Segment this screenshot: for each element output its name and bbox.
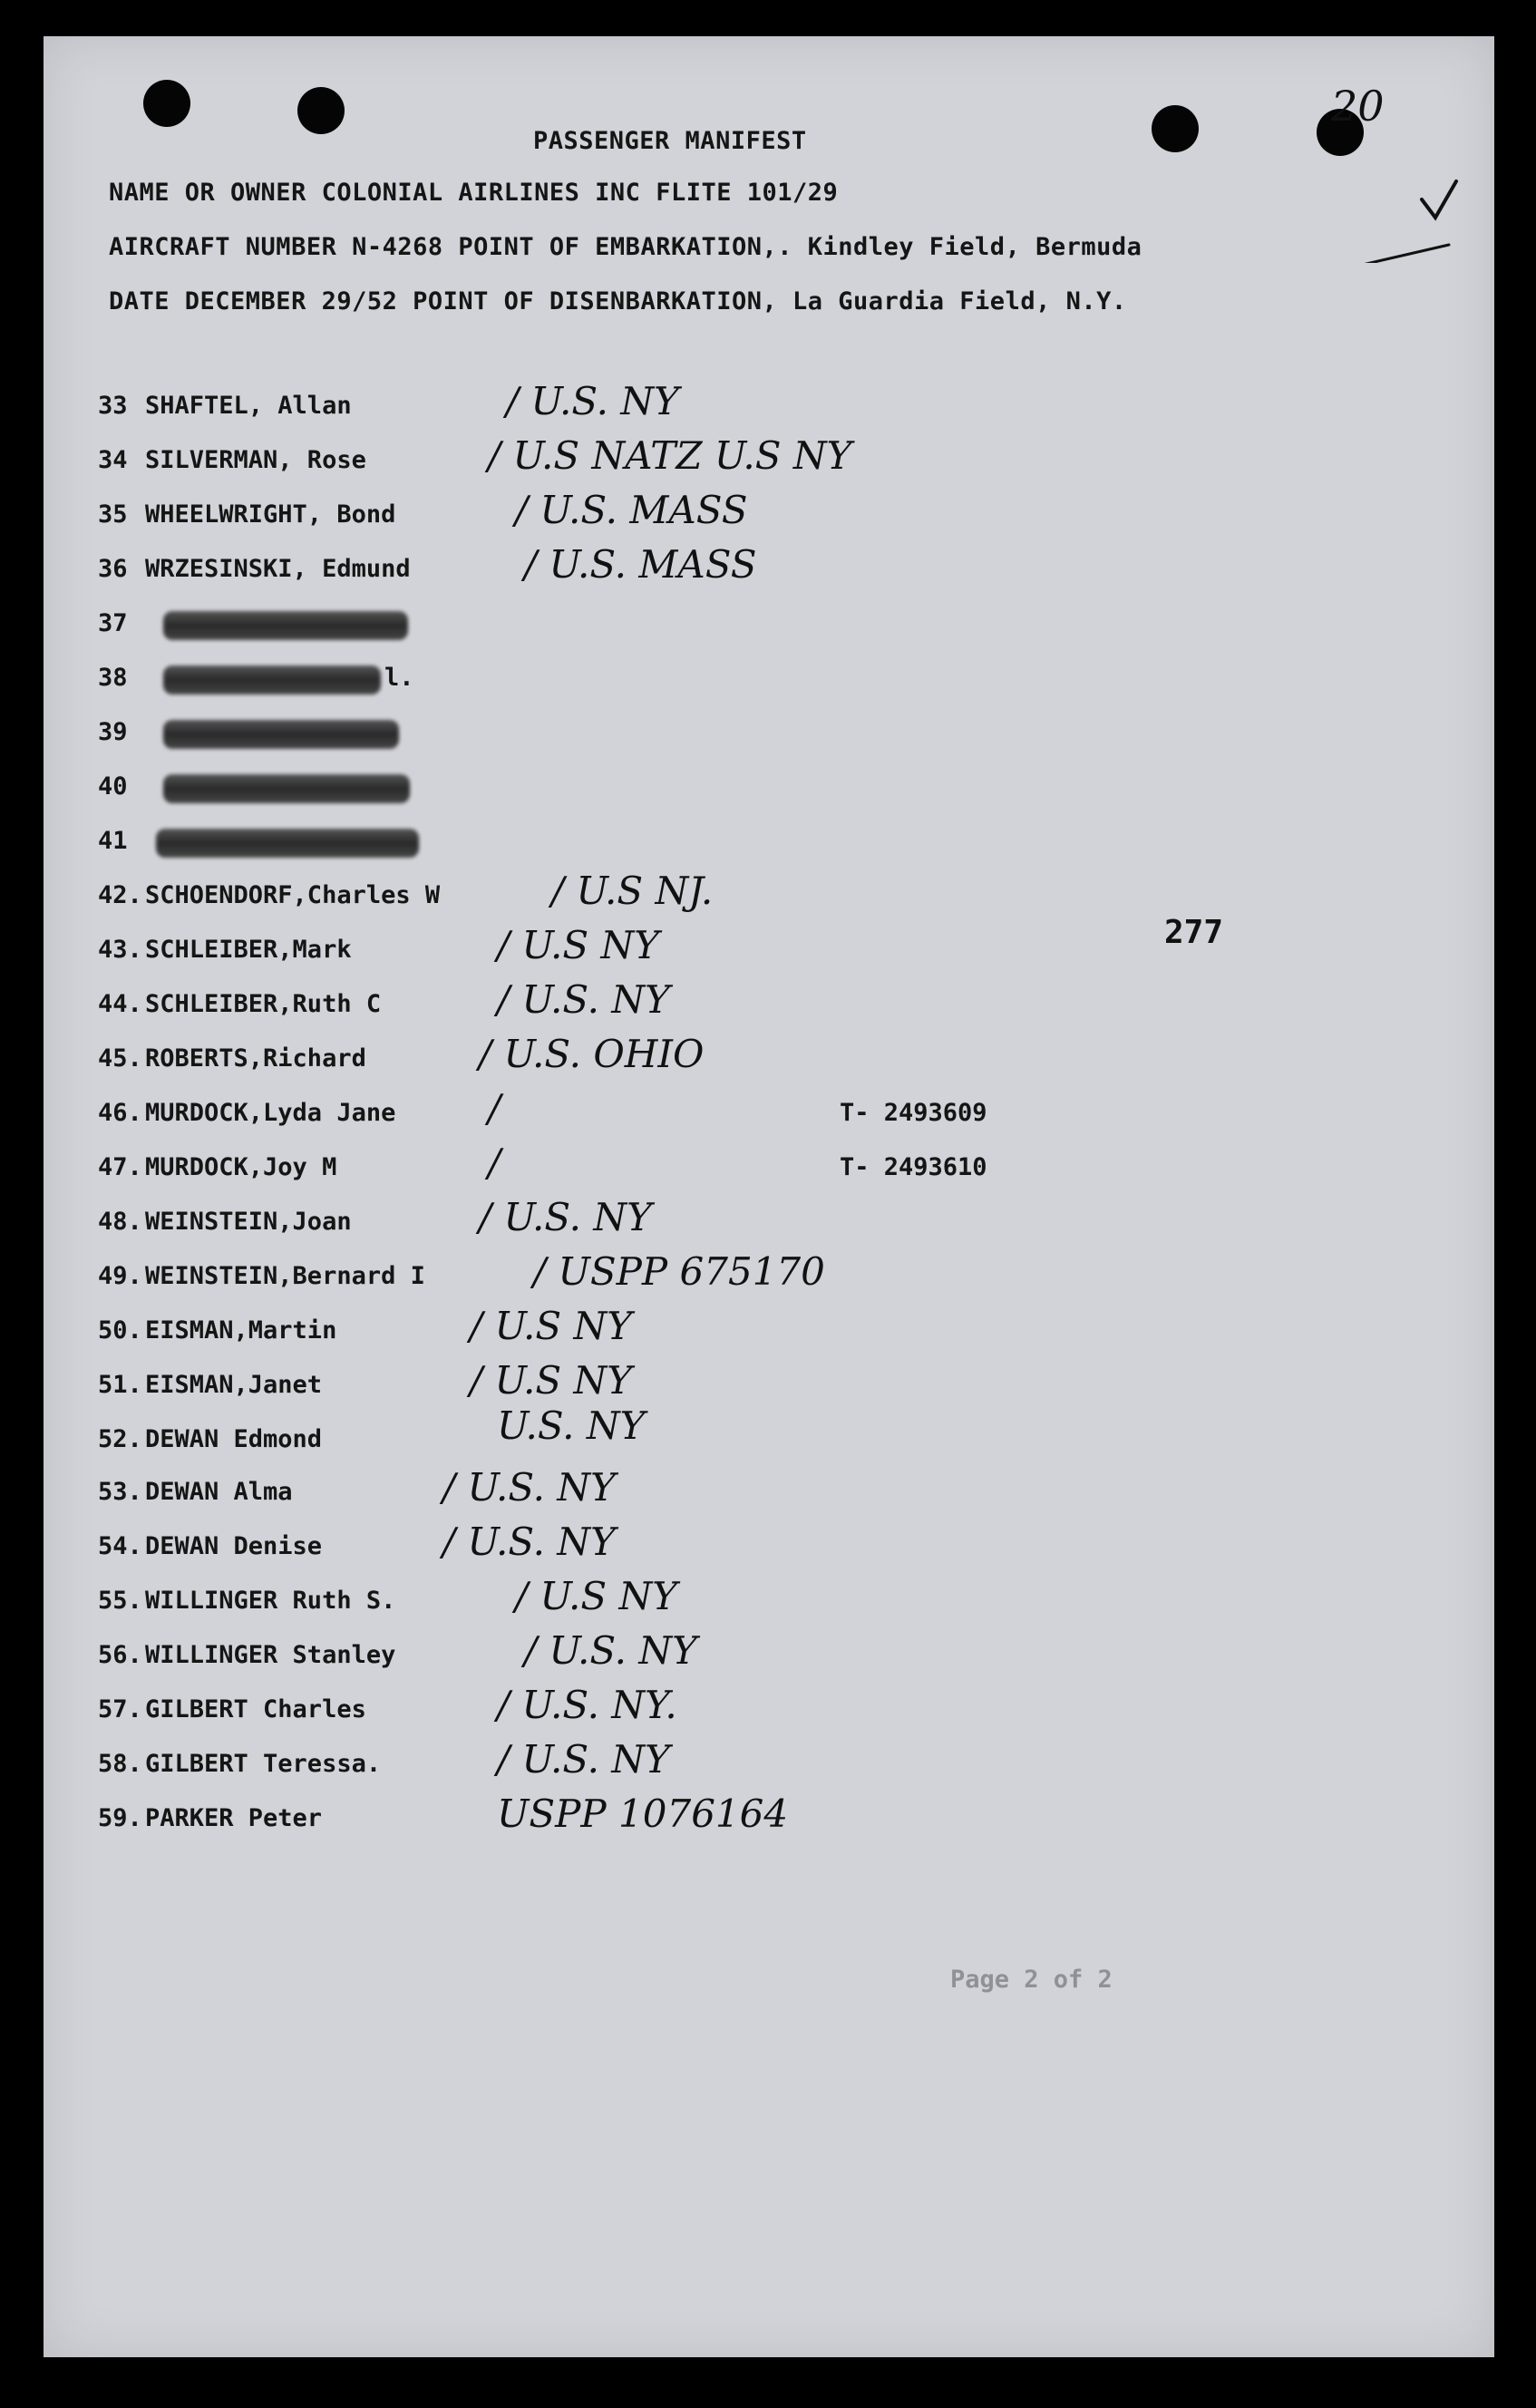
list-item: [98, 869, 1005, 925]
passenger-name: WEINSTEIN,Bernard I: [145, 1262, 425, 1290]
redaction-bar: [163, 720, 399, 749]
list-item-redacted: [98, 772, 1005, 816]
passenger-number: 48.: [98, 1208, 142, 1236]
passenger-number: 33: [98, 392, 128, 420]
passenger-number: 56.: [98, 1641, 142, 1669]
passenger-number: 37: [98, 609, 128, 637]
passenger-number: 55.: [98, 1587, 142, 1615]
list-item: [98, 379, 1005, 435]
passenger-number: 51.: [98, 1371, 142, 1399]
handwritten-note: USPP 1076164: [497, 1791, 789, 1836]
list-item: [98, 1304, 1005, 1360]
redaction-bar: [163, 611, 408, 640]
passenger-number: 36: [98, 555, 128, 583]
list-item: [98, 1520, 1005, 1576]
passenger-name: MURDOCK,Joy M: [145, 1153, 337, 1181]
punch-hole: [297, 87, 345, 134]
list-item: [98, 1574, 1005, 1630]
corner-check-marks: [1240, 82, 1476, 263]
passenger-number: 53.: [98, 1478, 142, 1506]
passenger-number: 46.: [98, 1099, 142, 1127]
passenger-number: 52.: [98, 1425, 142, 1453]
passenger-name: SCHLEIBER,Ruth C: [145, 990, 382, 1018]
list-item-redacted: [98, 664, 1005, 707]
ticket-number: T- 2493609: [840, 1099, 987, 1127]
redaction-bar: [163, 665, 381, 694]
passenger-name: WILLINGER Stanley: [145, 1641, 396, 1669]
passenger-name: WILLINGER Ruth S.: [145, 1587, 396, 1615]
list-item: [98, 977, 1005, 1034]
passenger-name: DEWAN Denise: [145, 1532, 323, 1560]
passenger-number: 44.: [98, 990, 142, 1018]
list-item: [98, 1737, 1005, 1793]
passenger-number: 40: [98, 772, 128, 801]
redaction-bar: [156, 829, 419, 858]
handwritten-note: / U.S. NY: [479, 1195, 652, 1239]
handwritten-note: /: [488, 1141, 501, 1185]
list-item: [98, 433, 1005, 490]
passenger-number: 54.: [98, 1532, 142, 1560]
handwritten-note: / USPP 675170: [533, 1249, 825, 1294]
list-item: [98, 923, 1005, 979]
handwritten-note: / U.S. NY: [524, 1628, 697, 1673]
list-item: [98, 1791, 1005, 1848]
date-line: DATE DECEMBER 29/52 POINT OF DISENBARKATION, La Guardia Field, N.Y.: [109, 287, 1127, 316]
passenger-name: SHAFTEL, Allan: [145, 392, 352, 420]
aircraft-line: AIRCRAFT NUMBER N-4268 POINT OF EMBARKATION,. Kindley Field, Bermuda: [109, 233, 1142, 261]
list-item-redacted: [98, 718, 1005, 762]
punch-hole: [143, 80, 190, 127]
passenger-name: SILVERMAN, Rose: [145, 446, 366, 474]
manifest-sheet: [44, 36, 1494, 2357]
handwritten-note: / U.S NY: [470, 1358, 632, 1403]
passenger-name: PARKER Peter: [145, 1804, 323, 1832]
passenger-number: 35: [98, 500, 128, 529]
list-item: [98, 1465, 1005, 1521]
owner-line: NAME OR OWNER COLONIAL AIRLINES INC FLITE 101/29: [109, 179, 839, 207]
list-item: [98, 1086, 1005, 1142]
handwritten-note: / U.S NY: [497, 923, 659, 967]
passenger-name: DEWAN Edmond: [145, 1425, 323, 1453]
passenger-name: EISMAN,Janet: [145, 1371, 323, 1399]
list-item: [98, 1032, 1005, 1088]
redaction-bar: [163, 774, 410, 803]
handwritten-note: U.S. NY: [497, 1403, 646, 1448]
handwritten-note: /: [488, 1086, 501, 1131]
passenger-number: 42.: [98, 881, 142, 909]
handwritten-note: / U.S. NY: [442, 1520, 616, 1564]
passenger-number: 41: [98, 827, 128, 855]
passenger-number: 47.: [98, 1153, 142, 1181]
list-item: [98, 1683, 1005, 1739]
handwritten-note: / U.S. OHIO: [479, 1032, 705, 1076]
passenger-name: SCHLEIBER,Mark: [145, 936, 352, 964]
list-item: [98, 1403, 1005, 1469]
passenger-number: 38: [98, 664, 128, 692]
passenger-name: WEINSTEIN,Joan: [145, 1208, 352, 1236]
side-number: 277: [1164, 914, 1224, 951]
passenger-name: GILBERT Charles: [145, 1695, 366, 1723]
passenger-name: GILBERT Teressa.: [145, 1750, 382, 1778]
list-item-redacted: [98, 609, 1005, 653]
ticket-number: T- 2493610: [840, 1153, 987, 1181]
punch-hole: [1152, 105, 1199, 152]
passenger-number: 34: [98, 446, 128, 474]
passenger-number: 49.: [98, 1262, 142, 1290]
passenger-number: 43.: [98, 936, 142, 964]
handwritten-note: / U.S. NY.: [497, 1683, 677, 1727]
passenger-name: ROBERTS,Richard: [145, 1044, 366, 1073]
handwritten-note: / U.S. NY: [497, 977, 670, 1022]
passenger-number: 50.: [98, 1316, 142, 1345]
list-item: [98, 1628, 1005, 1685]
passenger-name: EISMAN,Martin: [145, 1316, 337, 1345]
handwritten-note: / U.S. MASS: [515, 488, 748, 532]
handwritten-note: / U.S. NY: [497, 1737, 670, 1782]
list-item: [98, 542, 1005, 598]
handwritten-note: / U.S. NY: [506, 379, 679, 423]
passenger-name: DEWAN Alma: [145, 1478, 293, 1506]
manifest-title: PASSENGER MANIFEST: [533, 127, 807, 155]
passenger-name: WRZESINSKI, Edmund: [145, 555, 411, 583]
passenger-name: WHEELWRIGHT, Bond: [145, 500, 396, 529]
handwritten-note: / U.S. NY: [442, 1465, 616, 1510]
passenger-number: 58.: [98, 1750, 142, 1778]
handwritten-note: / U.S NY: [515, 1574, 677, 1618]
list-item: [98, 1195, 1005, 1251]
corner-number: 20: [1331, 82, 1385, 131]
list-item: [98, 1141, 1005, 1197]
passenger-name: SCHOENDORF,Charles W: [145, 881, 441, 909]
handwritten-note: / U.S NJ.: [551, 869, 714, 913]
handwritten-note: / U.S. MASS: [524, 542, 757, 587]
passenger-number: 45.: [98, 1044, 142, 1073]
handwritten-note: / U.S NY: [470, 1304, 632, 1348]
passenger-number: 57.: [98, 1695, 142, 1723]
passenger-name-tail: l.: [384, 664, 414, 692]
list-item-redacted: [98, 827, 1005, 870]
handwritten-note: / U.S NATZ U.S NY: [488, 433, 852, 478]
list-item: [98, 1249, 1005, 1306]
passenger-number: 39: [98, 718, 128, 746]
passenger-number: 59.: [98, 1804, 142, 1832]
passenger-name: MURDOCK,Lyda Jane: [145, 1099, 396, 1127]
page-number: Page 2 of 2: [950, 1966, 1113, 1994]
list-item: [98, 488, 1005, 544]
